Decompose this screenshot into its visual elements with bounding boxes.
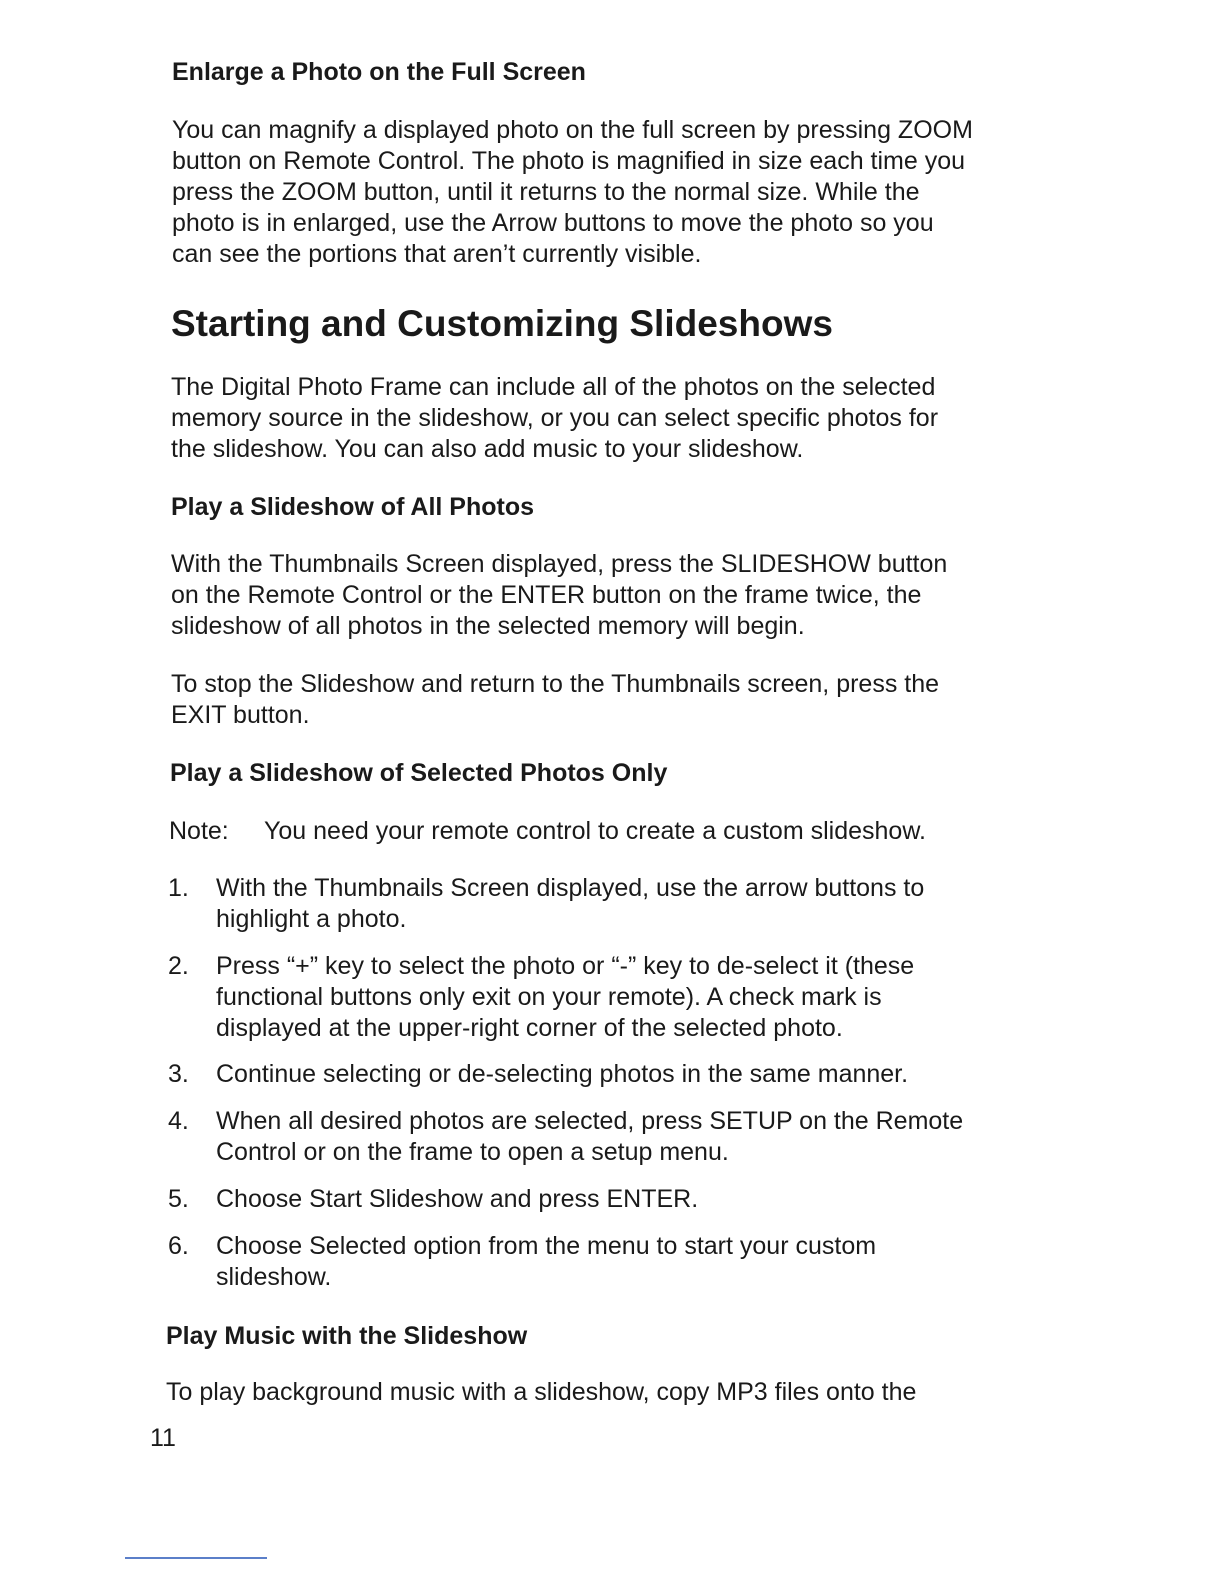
paragraph-music	[166, 1377, 1046, 1408]
text-line: functional buttons only exit on your remote). A check mark is	[216, 983, 882, 1011]
note	[169, 816, 926, 847]
text-line: memory source in the slideshow, or you can select specific photos for	[171, 404, 939, 432]
list-text	[216, 1184, 698, 1215]
list-text	[216, 1231, 876, 1293]
text-line: EXIT button.	[171, 701, 310, 729]
list-number: 3.	[168, 1060, 189, 1088]
footer-rule	[125, 1557, 267, 1559]
paragraph-enlarge-photo	[172, 115, 1052, 270]
text-line: can see the portions that aren’t currently visible.	[172, 240, 702, 268]
heading-enlarge-photo: Enlarge a Photo on the Full Screen	[172, 58, 586, 86]
text-line: displayed at the upper-right corner of the selected photo.	[216, 1014, 843, 1042]
text-line: the slideshow. You can also add music to your slideshow.	[171, 435, 804, 463]
text-line: Choose Selected option from the menu to start your custom	[216, 1232, 877, 1260]
text-line: You can magnify a displayed photo on the full screen by pressing ZOOM	[172, 116, 973, 144]
list-number: 4.	[168, 1107, 189, 1135]
heading-selected-photos: Play a Slideshow of Selected Photos Only	[170, 759, 668, 787]
text-line: slideshow of all photos in the selected memory will begin.	[171, 612, 805, 640]
list-number: 2.	[168, 952, 189, 980]
text-line: When all desired photos are selected, press SETUP on the Remote	[216, 1107, 964, 1135]
text-line: highlight a photo.	[216, 905, 407, 933]
paragraph-all-photos-1	[171, 549, 1051, 642]
list-text	[216, 1106, 963, 1168]
text-line: photo is in enlarged, use the Arrow buttons to move the photo so you	[172, 209, 934, 237]
list-text	[216, 1059, 908, 1090]
section-title-slideshows: Starting and Customizing Slideshows	[171, 303, 833, 344]
note-label: Note:	[169, 817, 229, 845]
text-line: To stop the Slideshow and return to the Thumbnails screen, press the	[171, 670, 940, 698]
text-line: Press “+” key to select the photo or “-” key to de-select it (these	[216, 952, 915, 980]
text-line: With the Thumbnails Screen displayed, press the SLIDESHOW button	[171, 550, 948, 578]
heading-all-photos: Play a Slideshow of All Photos	[171, 493, 535, 521]
list-text	[216, 951, 914, 1044]
text-line: With the Thumbnails Screen displayed, use the arrow buttons to	[216, 874, 925, 902]
text-line: press the ZOOM button, until it returns to the normal size. While the	[172, 178, 920, 206]
text-line: Control or on the frame to open a setup menu.	[216, 1138, 729, 1166]
note-text: You need your remote control to create a custom slideshow.	[264, 817, 926, 845]
text-line: button on Remote Control. The photo is magnified in size each time you	[172, 147, 966, 175]
list-number: 1.	[168, 874, 189, 902]
list-text	[216, 873, 924, 935]
heading-music: Play Music with the Slideshow	[166, 1322, 528, 1350]
page-number: 11	[150, 1424, 176, 1452]
paragraph-all-photos-2	[171, 669, 1051, 731]
list-number: 5.	[168, 1185, 189, 1213]
paragraph-slideshows-intro	[171, 372, 1051, 465]
text-line: The Digital Photo Frame can include all of the photos on the selected	[171, 373, 936, 401]
text-line: To play background music with a slideshow, copy MP3 files onto the	[166, 1378, 917, 1406]
text-line: Continue selecting or de-selecting photos in the same manner.	[216, 1060, 909, 1088]
text-line: Choose Start Slideshow and press ENTER.	[216, 1185, 699, 1213]
text-line: on the Remote Control or the ENTER button on the frame twice, the	[171, 581, 922, 609]
text-line: slideshow.	[216, 1263, 332, 1291]
list-number: 6.	[168, 1232, 189, 1260]
